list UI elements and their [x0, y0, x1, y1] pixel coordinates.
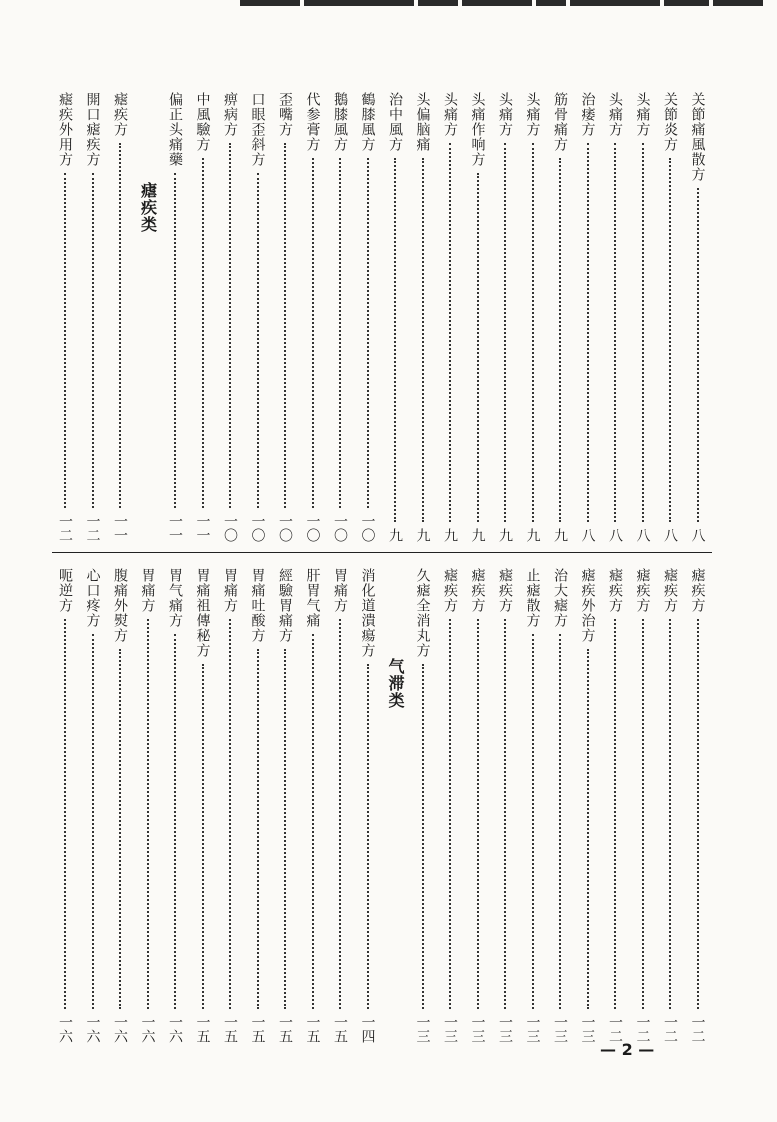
toc-entry: [300, 568, 326, 1043]
dot-leader: [614, 619, 616, 1009]
toc-entry-title: 瘧疾外用方: [57, 92, 73, 167]
toc-entry-title: 偏正头痛藥: [167, 92, 183, 167]
toc-entry-page: 一二: [634, 1015, 651, 1043]
dot-leader: [697, 619, 699, 1009]
toc-entry: [547, 568, 573, 1043]
dot-leader: [64, 619, 66, 1009]
toc-entry-title: 胃痛祖傳秘方: [194, 568, 211, 658]
toc-entry-title: 瘧疾方: [469, 568, 486, 613]
toc-entry-title: 肝胃气痛: [304, 568, 321, 628]
toc-entry-title: 头痛方: [607, 92, 623, 137]
toc-entry-title: 治痿方: [579, 92, 596, 137]
toc-entry-page: 一五: [222, 1015, 238, 1043]
dot-leader: [284, 649, 286, 1009]
toc-entry-title: 瘧疾方: [607, 568, 623, 613]
dot-leader: [202, 664, 204, 1009]
dot-leader: [642, 143, 644, 522]
toc-entry: [217, 92, 243, 542]
toc-entry-title: 歪嘴方: [277, 92, 293, 137]
toc-entry-page: 八: [634, 528, 651, 542]
toc-entry-page: 一一: [112, 514, 128, 542]
toc-entry-title: 代参膏方: [304, 92, 321, 152]
toc-entry: [135, 568, 161, 1043]
toc-entry: [520, 568, 546, 1043]
toc-entry-title: 口眼歪斜方: [249, 92, 266, 167]
toc-entry-title: 經驗胃痛方: [277, 568, 293, 643]
toc-entry: [465, 568, 491, 1043]
toc-entry-page: 一二: [607, 1015, 623, 1043]
toc-entry-title: 瘧疾方: [442, 568, 458, 613]
toc-entry-title: 瘧疾外治方: [579, 568, 596, 643]
toc-entry: [355, 92, 381, 542]
dot-leader: [449, 619, 451, 1009]
dot-leader: [394, 158, 396, 522]
toc-entry-page: 一一: [194, 514, 211, 542]
toc-entry-title: 胃痛吐酸方: [249, 568, 266, 643]
dot-leader: [119, 649, 121, 1009]
dot-leader: [339, 619, 341, 1009]
toc-entry-page: 一〇: [332, 514, 348, 542]
toc-entry: [245, 92, 271, 542]
toc-entry-title: 胃痛方: [222, 568, 238, 613]
toc-entry: [300, 92, 326, 542]
toc-entry-page: 一五: [304, 1015, 321, 1043]
toc-entry: [272, 92, 298, 542]
toc-entry-page: 一五: [277, 1015, 293, 1043]
toc-entry: [630, 568, 656, 1043]
toc-entry: [107, 568, 133, 1043]
toc-entry-page: 九: [469, 528, 486, 542]
toc-entry-title: 腹痛外熨方: [112, 568, 128, 643]
dot-leader: [422, 158, 424, 522]
dot-leader: [559, 158, 561, 522]
toc-entry: [575, 568, 601, 1043]
toc-entry-page: 九: [387, 528, 403, 542]
toc-entry: [245, 568, 271, 1043]
dot-leader: [477, 619, 479, 1009]
dot-leader: [422, 664, 424, 1009]
toc-entry: [355, 568, 381, 1043]
toc-entry-page: 一三: [579, 1015, 596, 1043]
toc-entry-title: 头痛方: [524, 92, 541, 137]
dot-leader: [532, 143, 534, 522]
toc-entry-page: 九: [552, 528, 568, 542]
dot-leader: [257, 173, 259, 508]
toc-entry-title: 久瘧全消丸方: [414, 568, 431, 658]
toc-entry: [685, 92, 711, 542]
toc-entry: [162, 92, 188, 542]
toc-entry: [410, 568, 436, 1043]
toc-entry: [575, 92, 601, 542]
toc-entry-page: 一〇: [277, 514, 293, 542]
category-heading: [382, 568, 408, 1043]
toc-entry: [437, 568, 463, 1043]
toc-entry-page: 一三: [414, 1015, 431, 1043]
toc-entry: [190, 92, 216, 542]
toc-entry-page: 一六: [57, 1015, 73, 1043]
dot-leader: [587, 143, 589, 522]
dot-leader: [504, 619, 506, 1009]
toc-entry-page: 八: [579, 528, 596, 542]
dot-leader: [202, 158, 204, 508]
dot-leader: [669, 158, 671, 522]
toc-entry-title: 瘧疾方: [497, 568, 513, 613]
dot-leader: [284, 143, 286, 508]
toc-entry: [190, 568, 216, 1043]
toc-entry: [657, 568, 683, 1043]
top-edge-bleed: [240, 0, 770, 10]
toc-entry-page: 一三: [469, 1015, 486, 1043]
toc-entry-title: 瘧疾方: [662, 568, 678, 613]
dot-leader: [174, 173, 176, 508]
dot-leader: [229, 143, 231, 508]
toc-entry-title: 胃痛方: [332, 568, 348, 613]
dot-leader: [477, 173, 479, 522]
toc-entry-title: 头痛方: [497, 92, 513, 137]
toc-entry-page: 一六: [167, 1015, 183, 1043]
toc-entry-title: 关節炎方: [662, 92, 678, 152]
toc-entry-page: 八: [662, 528, 678, 542]
dot-leader: [312, 634, 314, 1009]
toc-entry-title: 治大瘧方: [552, 568, 568, 628]
toc-entry-page: 一二: [57, 514, 73, 542]
toc-entry-page: 一六: [84, 1015, 101, 1043]
toc-entry: [602, 92, 628, 542]
dot-leader: [587, 649, 589, 1009]
dot-leader: [697, 188, 699, 522]
dot-leader: [559, 634, 561, 1009]
section-divider: [52, 552, 712, 553]
toc-entry-page: 九: [414, 528, 431, 542]
toc-entry: [602, 568, 628, 1043]
dot-leader: [229, 619, 231, 1009]
toc-entry-title: 头痛作响方: [469, 92, 486, 167]
toc-entry-page: 一六: [139, 1015, 156, 1043]
dot-leader: [669, 619, 671, 1009]
toc-entry-title: 鶴膝風方: [359, 92, 376, 152]
toc-entry-page: 一二: [84, 514, 101, 542]
toc-entry-title: 头痛方: [442, 92, 458, 137]
toc-entry: [382, 92, 408, 542]
toc-entry-title: 治中風方: [387, 92, 403, 152]
toc-entry-page: 一三: [442, 1015, 458, 1043]
dot-leader: [174, 634, 176, 1009]
toc-entry: [52, 92, 78, 542]
dot-leader: [64, 173, 66, 508]
toc-entry-page: 一二: [689, 1015, 706, 1043]
toc-entry-title: 痹病方: [222, 92, 238, 137]
toc-upper-block: [52, 92, 712, 542]
category-heading-text: 瘧疾类: [138, 182, 158, 233]
toc-entry-title: 呃逆方: [57, 568, 73, 613]
toc-entry-page: 八: [607, 528, 623, 542]
dot-leader: [504, 143, 506, 522]
toc-entry-title: 胃痛方: [139, 568, 156, 613]
toc-entry-title: 筋骨痛方: [552, 92, 568, 152]
toc-entry: [410, 92, 436, 542]
toc-entry: [437, 92, 463, 542]
toc-entry-page: 一五: [249, 1015, 266, 1043]
dot-leader: [92, 634, 94, 1009]
toc-entry: [492, 568, 518, 1043]
toc-entry-title: 头痛方: [634, 92, 651, 137]
toc-entry-page: 一六: [112, 1015, 128, 1043]
toc-entry-page: 一〇: [249, 514, 266, 542]
toc-entry-title: 瘧疾方: [634, 568, 651, 613]
toc-entry-page: 一二: [662, 1015, 678, 1043]
toc-entry: [657, 92, 683, 542]
toc-entry: [327, 92, 353, 542]
dot-leader: [532, 634, 534, 1009]
toc-entry-page: 一三: [497, 1015, 513, 1043]
toc-entry: [630, 92, 656, 542]
toc-entry: [80, 568, 106, 1043]
dot-leader: [257, 649, 259, 1009]
toc-entry-page: 一〇: [359, 514, 376, 542]
toc-entry: [80, 92, 106, 542]
toc-entry-page: 九: [442, 528, 458, 542]
toc-entry-title: 消化道潰瘍方: [359, 568, 376, 658]
toc-entry-title: 開口瘧疾方: [84, 92, 101, 167]
toc-entry: [327, 568, 353, 1043]
dot-leader: [449, 143, 451, 522]
dot-leader: [339, 158, 341, 508]
category-heading: [135, 92, 161, 542]
toc-entry: [547, 92, 573, 542]
toc-lower-block: [52, 568, 712, 1043]
toc-entry: [520, 92, 546, 542]
toc-entry: [685, 568, 711, 1043]
dot-leader: [614, 143, 616, 522]
toc-entry-page: 一〇: [304, 514, 321, 542]
toc-entry: [272, 568, 298, 1043]
page-number: — 2 —: [600, 1040, 655, 1059]
toc-entry: [107, 92, 133, 542]
toc-entry-page: 八: [689, 528, 706, 542]
dot-leader: [367, 158, 369, 508]
toc-entry: [162, 568, 188, 1043]
toc-entry-page: 一四: [359, 1015, 376, 1043]
dot-leader: [147, 619, 149, 1009]
dot-leader: [367, 664, 369, 1009]
toc-entry-page: 一五: [194, 1015, 211, 1043]
category-heading-text: 气滞类: [386, 658, 405, 709]
toc-entry-title: 头偏脑痛: [414, 92, 431, 152]
toc-entry-title: 中風驗方: [194, 92, 211, 152]
dot-leader: [119, 143, 121, 508]
toc-entry: [52, 568, 78, 1043]
toc-entry-page: 九: [524, 528, 541, 542]
toc-entry-title: 瘧疾方: [112, 92, 128, 137]
dot-leader: [642, 619, 644, 1009]
toc-entry-title: 关節痛風散方: [689, 92, 706, 182]
toc-entry-page: 一一: [167, 514, 183, 542]
toc-entry: [465, 92, 491, 542]
toc-entry-title: 止瘧散方: [524, 568, 541, 628]
toc-entry-page: 九: [497, 528, 513, 542]
toc-entry-page: 一三: [552, 1015, 568, 1043]
toc-entry: [492, 92, 518, 542]
toc-entry-title: 胃气痛方: [167, 568, 183, 628]
toc-entry-title: 心口疼方: [84, 568, 101, 628]
toc-entry-title: 鵝膝風方: [332, 92, 348, 152]
dot-leader: [92, 173, 94, 508]
toc-entry-title: 瘧疾方: [689, 568, 706, 613]
toc-entry-page: 一三: [524, 1015, 541, 1043]
toc-entry: [217, 568, 243, 1043]
toc-entry-page: 一五: [332, 1015, 348, 1043]
toc-entry-page: 一〇: [222, 514, 238, 542]
dot-leader: [312, 158, 314, 508]
